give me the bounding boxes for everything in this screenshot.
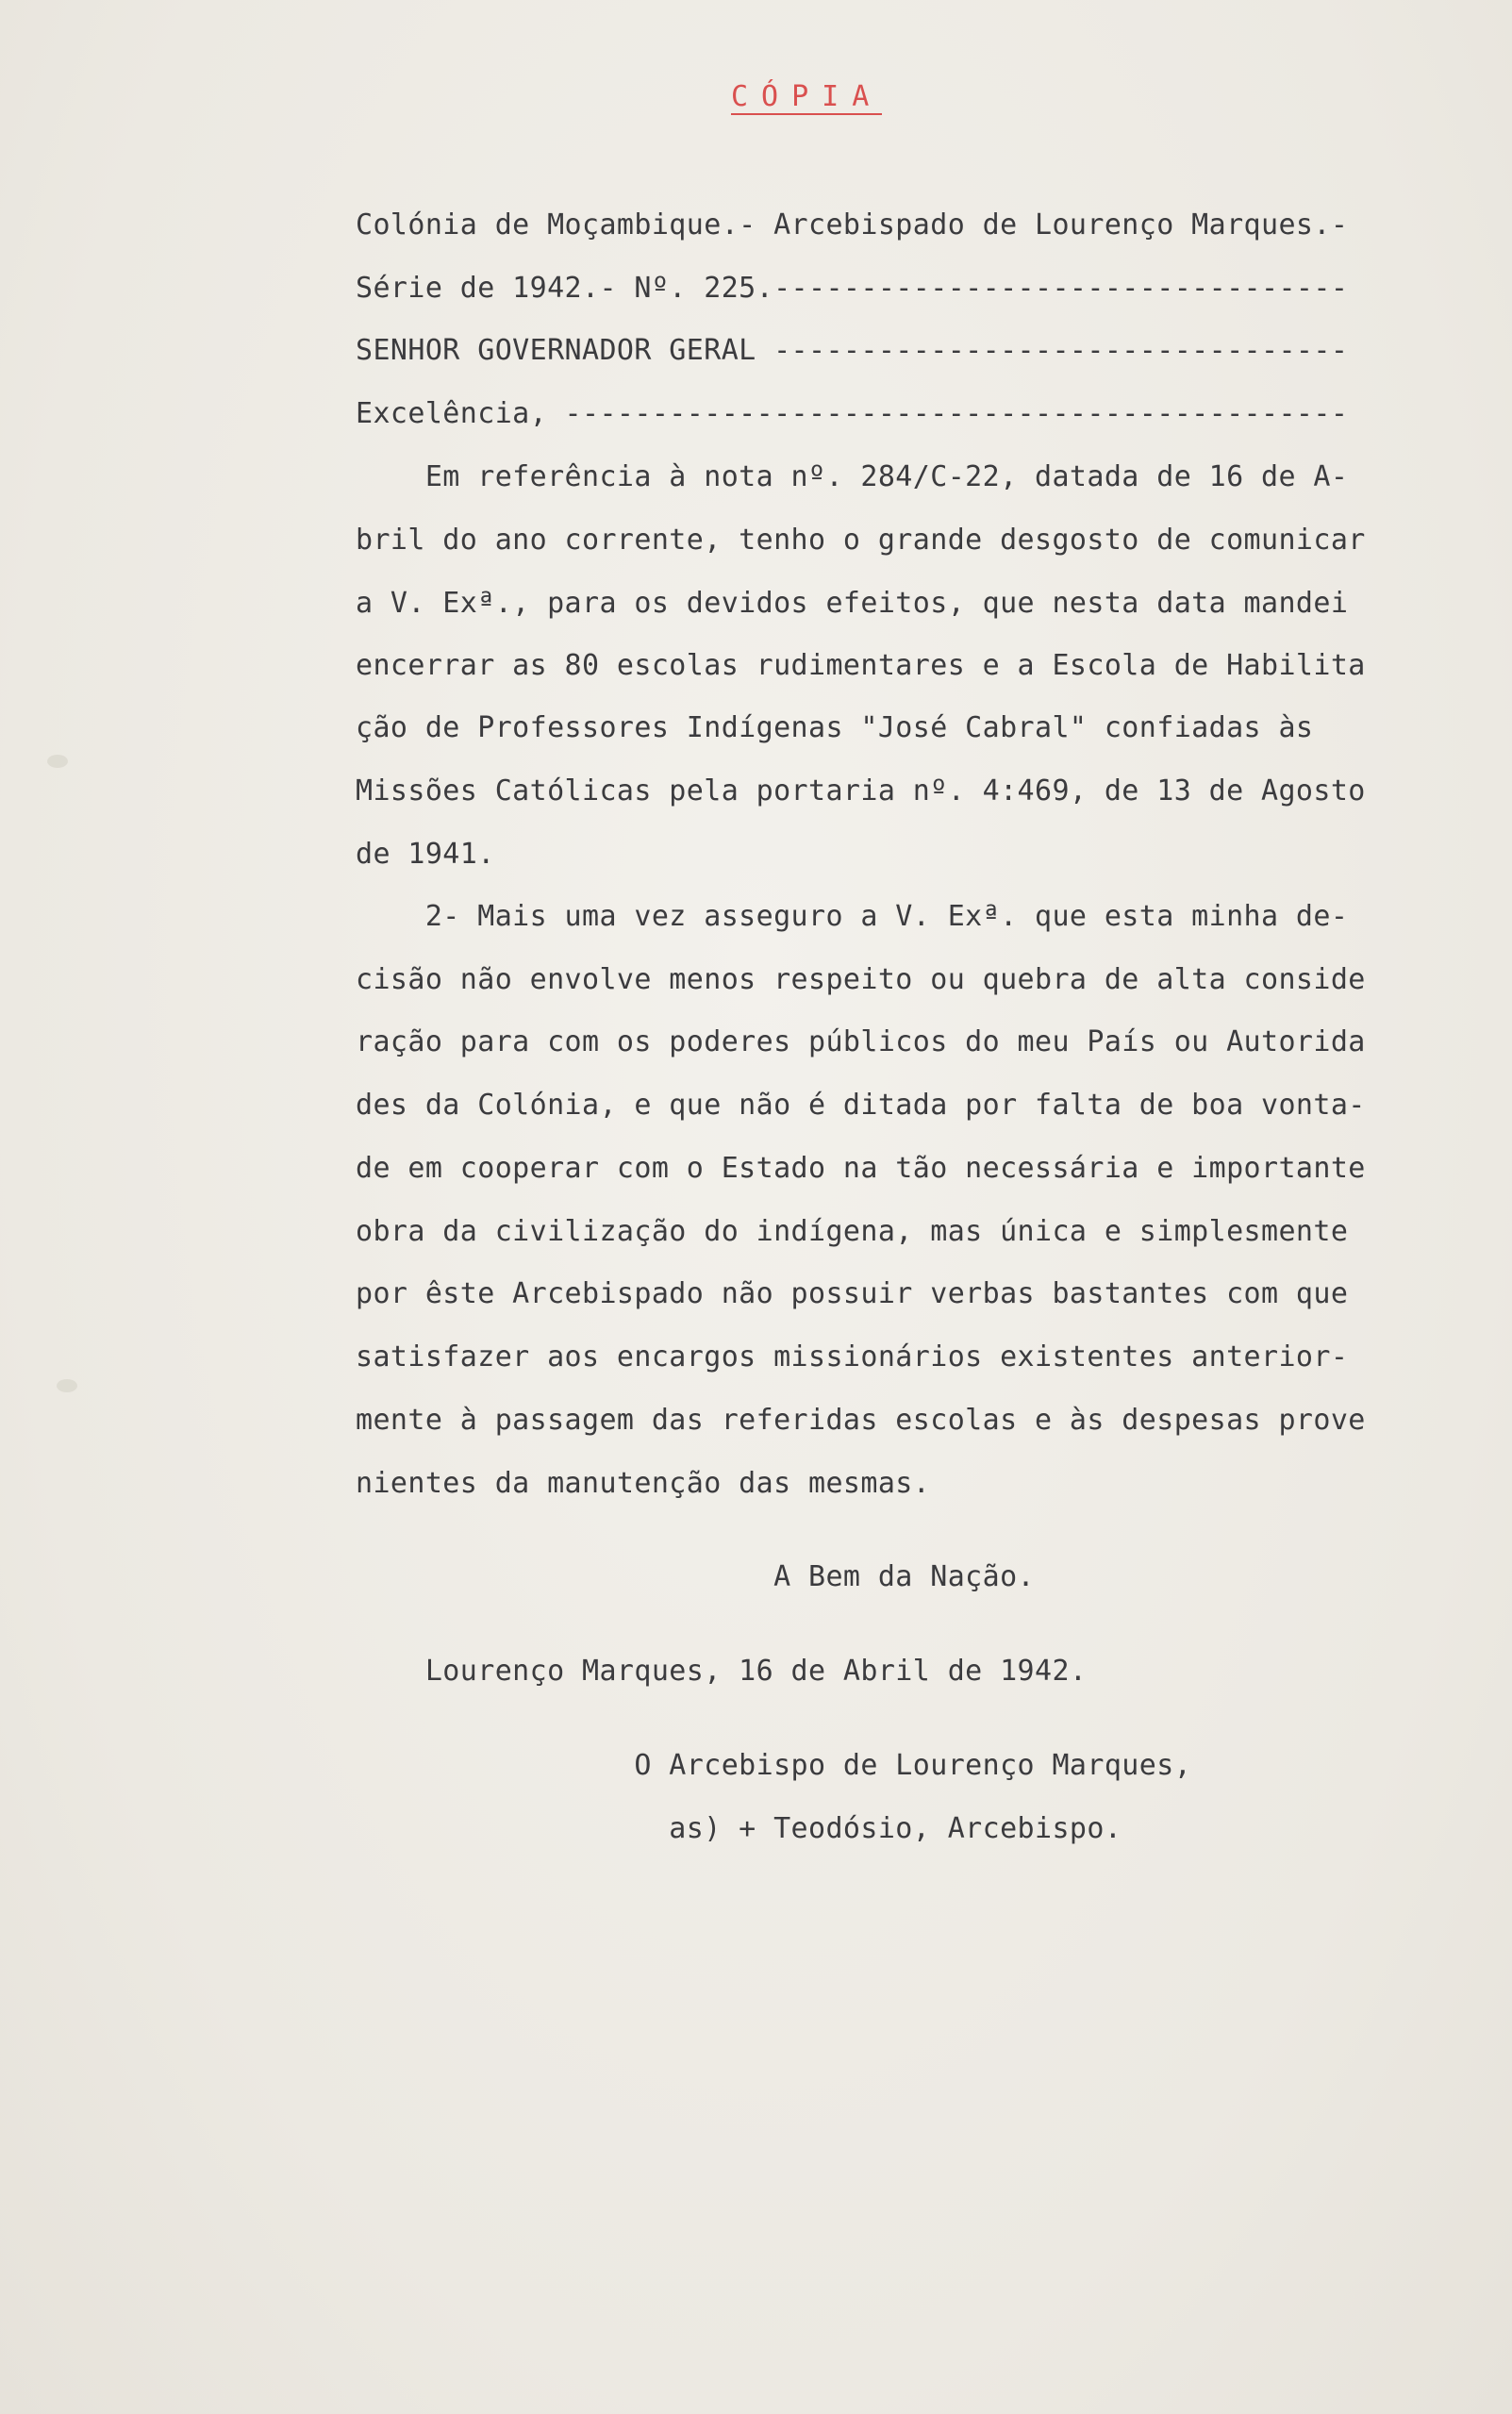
paper-stain <box>47 755 68 768</box>
text-line: de em cooperar com o Estado na tão necessária e importante <box>356 1152 1366 1185</box>
text-line: Série de 1942.- Nº. 225.--------------------------------- <box>356 272 1349 305</box>
text-line: 2- Mais uma vez asseguro a V. Exª. que esta minha de- <box>356 900 1349 933</box>
text-line: mente à passagem das referidas escolas e às despesas prove <box>356 1404 1366 1437</box>
text-line: nientes da manutenção das mesmas. <box>356 1467 931 1500</box>
paper-stain <box>57 1379 77 1392</box>
text-line: ração para com os poderes públicos do meu País ou Autorida <box>356 1025 1366 1058</box>
text-line: de 1941. <box>356 838 495 871</box>
signature-line: as) + Teodósio, Arcebispo. <box>356 1812 1122 1845</box>
text-line: SENHOR GOVERNADOR GERAL --------------------------------- <box>356 334 1349 367</box>
signatory-title: O Arcebispo de Lourenço Marques, <box>356 1749 1192 1782</box>
text-line: satisfazer aos encargos missionários existentes anterior- <box>356 1340 1349 1373</box>
text-line: encerrar as 80 escolas rudimentares e a Escola de Habilita <box>356 649 1366 682</box>
place-date-line: Lourenço Marques, 16 de Abril de 1942. <box>356 1655 1088 1688</box>
text-line: a V. Exª., para os devidos efeitos, que nesta data mandei <box>356 587 1349 620</box>
text-line: cisão não envolve menos respeito ou quebra de alta conside <box>356 963 1366 996</box>
text-line: por êste Arcebispado não possuir verbas bastantes com que <box>356 1277 1349 1310</box>
text-line: ção de Professores Indígenas "José Cabral" confiadas às <box>356 711 1314 744</box>
text-line: Em referência à nota nº. 284/C-22, datada de 16 de A- <box>356 460 1349 493</box>
closing-salutation: A Bem da Nação. <box>356 1560 1035 1593</box>
document-title: CÓPIA <box>731 80 883 113</box>
text-line: Missões Católicas pela portaria nº. 4:469, de 13 de Agosto <box>356 774 1366 807</box>
text-line: bril do ano corrente, tenho o grande desgosto de comunicar <box>356 524 1366 557</box>
text-line: des da Colónia, e que não é ditada por falta de boa vonta- <box>356 1089 1366 1122</box>
text-line: obra da civilização do indígena, mas única e simplesmente <box>356 1215 1349 1248</box>
text-line: Excelência, --------------------------------------------- <box>356 397 1349 430</box>
text-line: Colónia de Moçambique.- Arcebispado de Lourenço Marques.- <box>356 208 1349 241</box>
